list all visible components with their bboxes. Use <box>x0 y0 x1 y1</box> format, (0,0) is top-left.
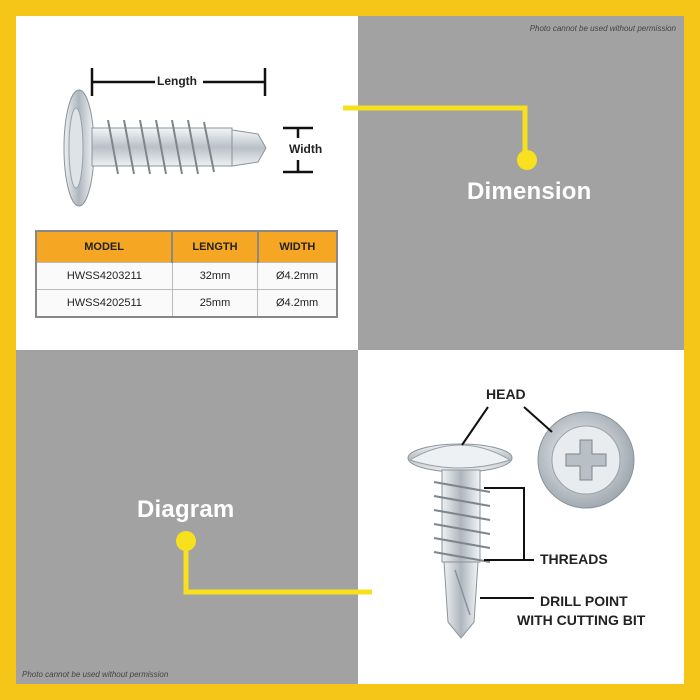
header-model: MODEL <box>36 231 172 263</box>
table-row <box>36 263 337 290</box>
table-row <box>36 290 337 318</box>
watermark-top: Photo cannot be used without permission <box>529 24 676 33</box>
length-label: Length <box>157 74 197 88</box>
dimension-connector <box>343 108 525 158</box>
width-label: Width <box>289 142 323 156</box>
screw-front-view <box>408 444 512 638</box>
drill-point-label: DRILL POINT <box>540 593 628 609</box>
dimension-title: Dimension <box>467 178 592 205</box>
watermark-bottom: Photo cannot be used without permission <box>22 670 169 679</box>
cell-length: 32mm <box>172 263 257 290</box>
spec-table-header <box>36 231 337 263</box>
cell-model: HWSS4203211 <box>36 263 172 290</box>
cell-width: Ø4.2mm <box>258 290 337 318</box>
dimension-dot <box>517 150 537 170</box>
cell-model: HWSS4202511 <box>36 290 172 318</box>
diagram-dot <box>176 531 196 551</box>
header-width: WIDTH <box>258 231 337 263</box>
diagram-title: Diagram <box>137 496 235 523</box>
diagram-connector <box>186 545 372 592</box>
spec-table <box>35 230 338 318</box>
screw-side-view <box>64 90 266 206</box>
cell-length: 25mm <box>172 290 257 318</box>
cutting-bit-label: WITH CUTTING BIT <box>517 612 646 628</box>
threads-label: THREADS <box>540 551 608 567</box>
cell-width: Ø4.2mm <box>258 263 337 290</box>
head-label: HEAD <box>486 386 526 402</box>
screw-head-top-view <box>538 412 634 508</box>
header-length: LENGTH <box>172 231 257 263</box>
